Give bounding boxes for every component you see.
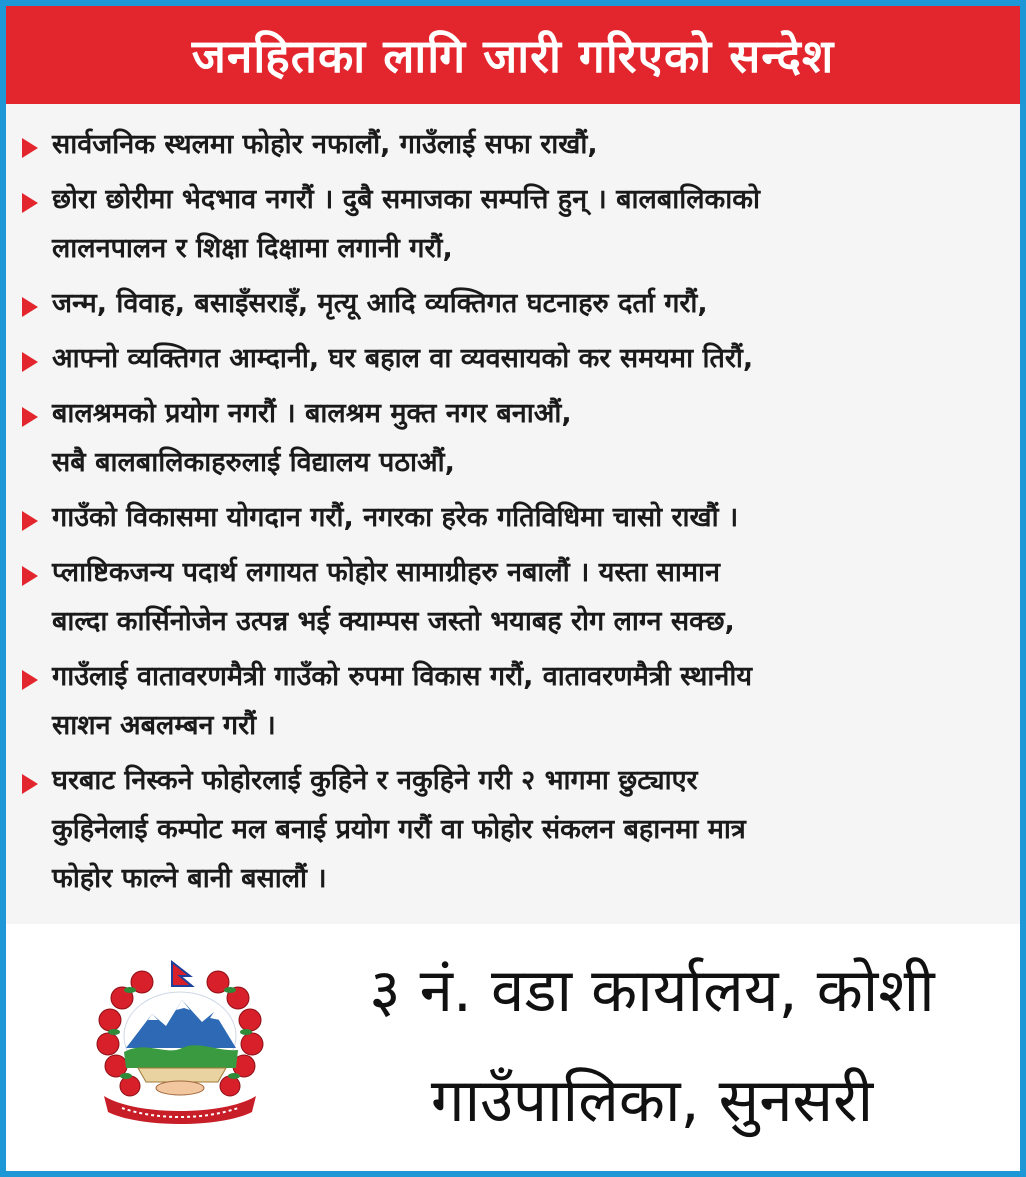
nepal-emblem-icon — [86, 956, 274, 1131]
message-line: आफ्नो व्यक्तिगत आम्दानी, घर बहाल वा व्यवसायको कर समयमा तिरौं, — [52, 343, 754, 374]
triangle-bullet-icon — [22, 670, 38, 690]
list-item — [22, 279, 1006, 328]
footer — [6, 924, 1020, 1171]
message-line: गाउँको विकासमा योगदान गरौं, नगरका हरेक गतिविधिमा चासो राखौं । — [52, 502, 739, 533]
triangle-bullet-icon — [22, 138, 38, 158]
message-text — [52, 120, 598, 169]
message-line: लालनपालन र शिक्षा दिक्षामा लगानी गरौं, — [52, 233, 453, 264]
triangle-bullet-icon — [22, 407, 38, 427]
message-text — [52, 334, 753, 383]
list-item — [22, 756, 1006, 903]
message-text — [52, 175, 760, 273]
message-text — [52, 493, 738, 542]
list-item — [22, 334, 1006, 383]
triangle-bullet-icon — [22, 511, 38, 531]
page-title: जनहितका लागि जारी गरिएको सन्देश — [191, 29, 835, 83]
message-text — [52, 389, 572, 487]
office-line-1: ३ नं. वडा कार्यालय, कोशी — [369, 956, 935, 1026]
message-line: कुहिनेलाई कम्पोट मल बनाई प्रयोग गरौं वा फोहोर संकलन बहानमा मात्र — [52, 814, 746, 845]
message-list — [6, 104, 1020, 903]
message-line: जन्म, विवाह, बसाइँसराइँ, मृत्यू आदि व्यक्तिगत घटनाहरु दर्ता गरौं, — [52, 288, 708, 319]
message-text — [52, 279, 708, 328]
triangle-bullet-icon — [22, 297, 38, 317]
list-item — [22, 652, 1006, 750]
message-line: गाउँलाई वातावरणमैत्री गाउँको रुपमा विकास गरौं, वातावरणमैत्री स्थानीय — [52, 661, 753, 692]
message-line: साशन अबलम्बन गरौं । — [52, 710, 276, 741]
message-text — [52, 756, 746, 903]
list-item — [22, 548, 1006, 646]
message-line: प्लाष्टिकजन्य पदार्थ लगायत फोहोर सामाग्रीहरु नबालौं । यस्ता सामान — [52, 557, 721, 588]
list-item — [22, 389, 1006, 487]
message-line: बाल्दा कार्सिनोजेन उत्पन्न भई क्याम्पस जस्तो भयाबह रोग लाग्न सक्छ, — [52, 606, 735, 637]
office-line-2: गाउँपालिका, सुनसरी — [430, 1066, 874, 1136]
message-line: फोहोर फाल्ने बानी बसालौं । — [52, 863, 327, 894]
header-banner — [6, 6, 1020, 104]
triangle-bullet-icon — [22, 352, 38, 372]
message-text — [52, 652, 752, 750]
triangle-bullet-icon — [22, 193, 38, 213]
message-panel — [6, 104, 1020, 924]
message-line: सार्वजनिक स्थलमा फोहोर नफालौं, गाउँलाई सफा राखौं, — [52, 129, 598, 160]
list-item — [22, 175, 1006, 273]
message-line: घरबाट निस्कने फोहोरलाई कुहिने र नकुहिने गरी २ भागमा छुट्याएर — [52, 765, 698, 796]
office-name — [284, 936, 1020, 1156]
message-line: सबै बालबालिकाहरुलाई विद्यालय पठाऔं, — [52, 447, 455, 478]
message-text — [52, 548, 735, 646]
triangle-bullet-icon — [22, 566, 38, 586]
message-line: छोरा छोरीमा भेदभाव नगरौं । दुबै समाजका सम्पत्ति हुन् । बालबालिकाको — [52, 184, 761, 215]
message-line: बालश्रमको प्रयोग नगरौं । बालश्रम मुक्त नगर बनाऔं, — [52, 398, 572, 429]
list-item — [22, 493, 1006, 542]
list-item — [22, 120, 1006, 169]
triangle-bullet-icon — [22, 774, 38, 794]
